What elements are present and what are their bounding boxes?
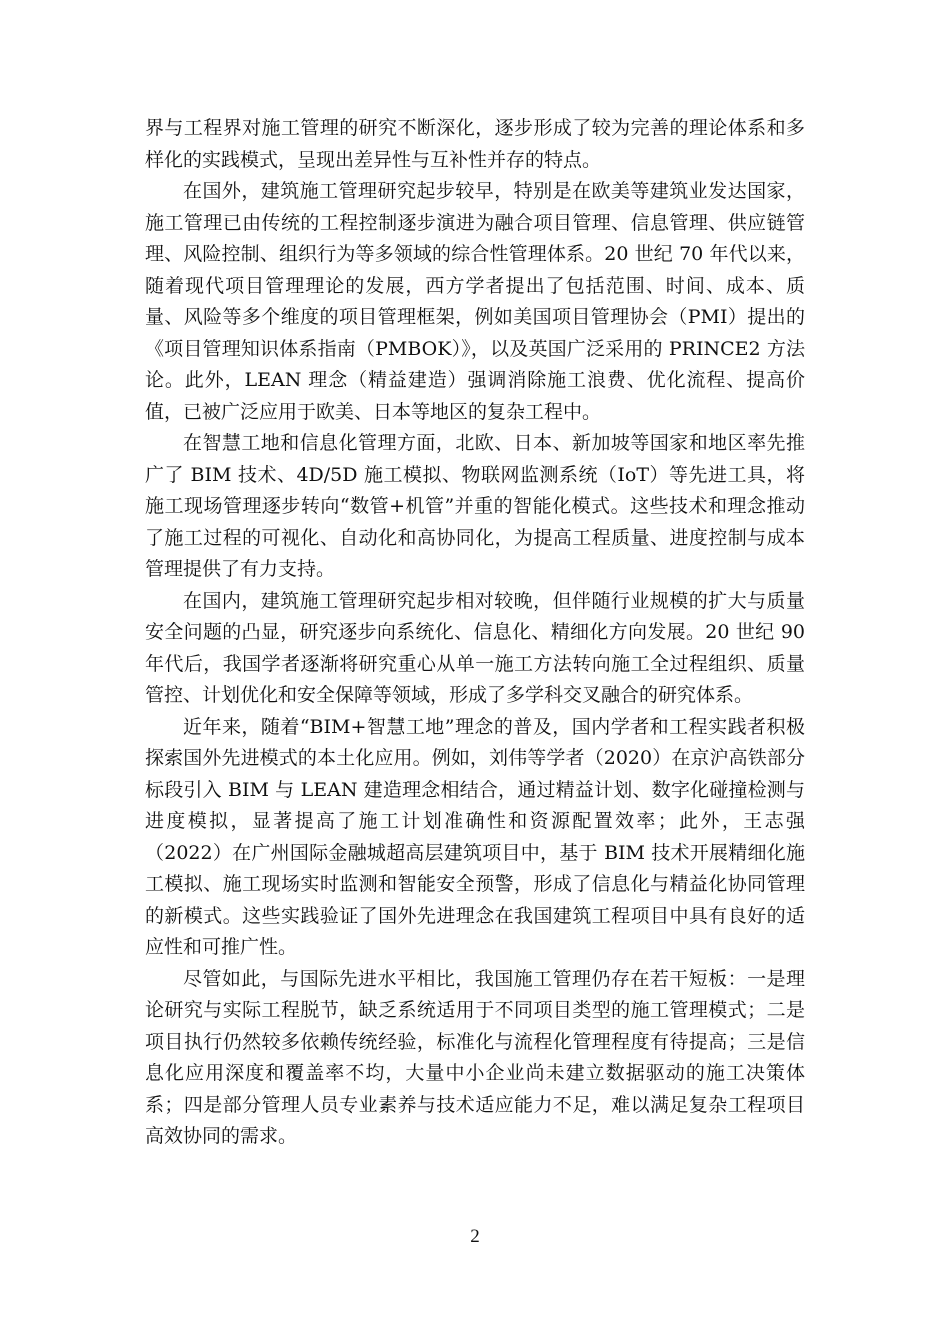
paragraph-recent-practice: 近年来，随着“BIM+智慧工地”理念的普及，国内学者和工程实践者积极探索国外先进模式的本土化应用。例如，刘伟等学者（2020）在京沪高铁部分标段引入 BIM 与 LEAN 建造理念相结合，通过精益计划、数字化碰撞检测与进度模拟，显著提高了施工计划准确性和资源配置效率；此外，王志强（2022）在广州国际金融城超高层建筑项目中，基于 BIM 技术开展精细化施工模拟、施工现场实时监测和智能安全预警，形成了信息化与精益化协同管理的新模式。这些实践验证了国外先进理念在我国建筑工程项目中具有良好的适应性和可推广性。 <box>145 715 805 958</box>
body-text <box>145 113 805 1153</box>
paragraph-foreign-research: 在国外，建筑施工管理研究起步较早，特别是在欧美等建筑业发达国家，施工管理已由传统的工程控制逐步演进为融合项目管理、信息管理、供应链管理、风险控制、组织行为等多领域的综合性管理体系。20 世纪 70 年代以来，随着现代项目管理理论的发展，西方学者提出了包括范围、时间、成本、质量、风险等多个维度的项目管理框架，例如美国项目管理协会（PMI）提出的《项目管理知识体系指南（PMBOK）》，以及英国广泛采用的 PRINCE2 方法论。此外，LEAN 理念（精益建造）强调消除施工浪费、优化流程、提高价值，已被广泛应用于欧美、日本等地区的复杂工程中。 <box>145 180 805 423</box>
paragraph-smart-site: 在智慧工地和信息化管理方面，北欧、日本、新加坡等国家和地区率先推广了 BIM 技术、4D/5D 施工模拟、物联网监测系统（IoT）等先进工具，将施工现场管理逐步转向“数管+机管”并重的智能化模式。这些技术和理念推动了施工过程的可视化、自动化和高协同化，为提高工程质量、进度控制与成本管理提供了有力支持。 <box>145 432 805 580</box>
paragraph-domestic-research: 在国内，建筑施工管理研究起步相对较晚，但伴随行业规模的扩大与质量安全问题的凸显，研究逐步向系统化、信息化、精细化方向发展。20 世纪 90 年代后，我国学者逐渐将研究重心从单一施工方法转向施工全过程组织、质量管控、计划优化和安全保障等领域，形成了多学科交叉融合的研究体系。 <box>145 589 805 706</box>
paragraph-continued: 界与工程界对施工管理的研究不断深化，逐步形成了较为完善的理论体系和多样化的实践模式，呈现出差异性与互补性并存的特点。 <box>145 117 805 171</box>
page-number: 2 <box>470 1226 480 1247</box>
paragraph-shortcomings: 尽管如此，与国际先进水平相比，我国施工管理仍存在若干短板：一是理论研究与实际工程脱节，缺乏系统适用于不同项目类型的施工管理模式；二是项目执行仍然较多依赖传统经验，标准化与流程化管理程度有待提高；三是信息化应用深度和覆盖率不均，大量中小企业尚未建立数据驱动的施工决策体系；四是部分管理人员专业素养与技术适应能力不足，难以满足复杂工程项目高效协同的需求。 <box>145 967 805 1147</box>
